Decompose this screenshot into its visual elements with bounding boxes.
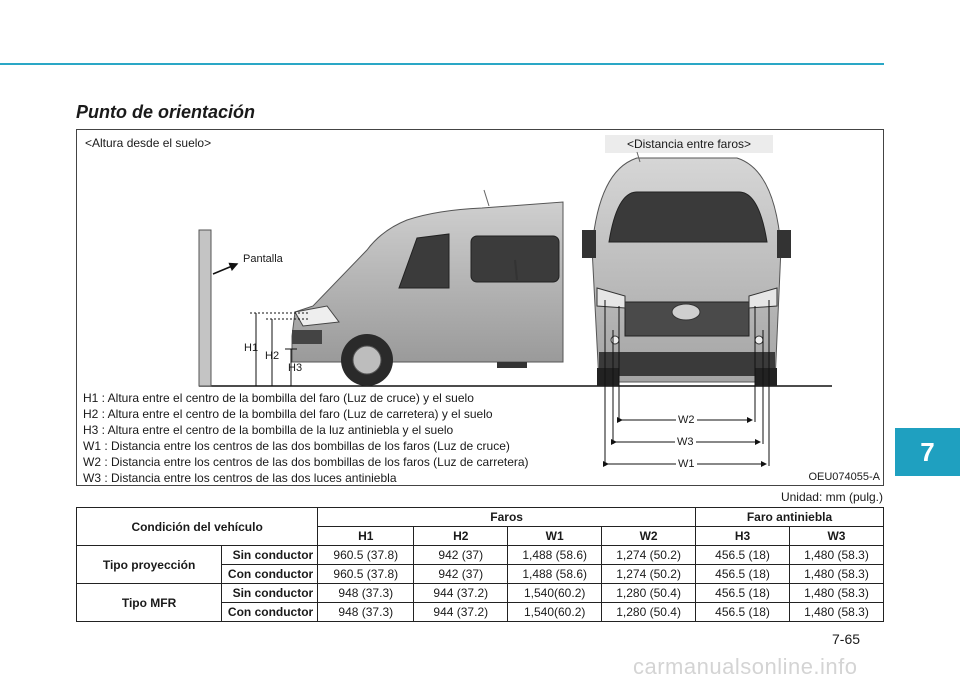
section-title: Punto de orientación [76,102,256,122]
table-row [77,546,884,565]
col-header: W2 [602,527,696,546]
value-cell: 1,540(60.2) [508,584,602,603]
figure-caption-distance: <Distancia entre faros> [605,135,773,153]
header-rule [0,63,884,65]
h2-label: H2 [265,350,280,362]
value-cell: 1,274 (50.2) [602,546,696,565]
h1-label: H1 [244,342,259,354]
legend-item: W3 : Distancia entre los centros de las dos luces antiniebla [83,471,397,485]
w1-label: W1 [678,458,695,470]
legend-item: W2 : Distancia entre los centros de las dos bombillas de los faros (Luz de carretera) [83,455,529,469]
value-cell: 1,540(60.2) [508,603,602,622]
value-cell: 948 (37.3) [318,603,414,622]
header-faros: Faros [318,508,696,527]
col-header: W3 [789,527,883,546]
col-header: H2 [414,527,508,546]
side-view-van [292,190,563,386]
value-cell: 1,480 (58.3) [789,546,883,565]
figure-code: OEU074055-A [808,471,880,483]
col-header: H1 [318,527,414,546]
condition-cell: Tipo MFR [77,584,222,622]
value-cell: 456.5 (18) [696,603,790,622]
value-cell: 944 (37.2) [414,584,508,603]
value-cell: 1,274 (50.2) [602,565,696,584]
condition-cell: Tipo proyección [77,546,222,584]
legend-item: H3 : Altura entre el centro de la bombilla de la luz antiniebla y el suelo [83,423,454,437]
value-cell: 948 (37.3) [318,584,414,603]
value-cell: 942 (37) [414,565,508,584]
figure-legend [83,390,529,486]
w3-label: W3 [677,436,694,448]
value-cell: 1,488 (58.6) [508,565,602,584]
value-cell: 960.5 (37.8) [318,565,414,584]
value-cell: 1,280 (50.4) [602,584,696,603]
h3-label: H3 [288,362,303,374]
driver-cell: Sin conductor [222,546,318,565]
driver-cell: Sin conductor [222,584,318,603]
figure-caption-height: <Altura desde el suelo> [85,136,212,150]
value-cell: 1,480 (58.3) [789,584,883,603]
watermark: carmanualsonline.info [633,654,858,679]
screen-label: Pantalla [243,253,283,265]
driver-cell: Con conductor [222,603,318,622]
w2-label: W2 [678,414,695,426]
page-number: 7-65 [832,631,861,647]
value-cell: 942 (37) [414,546,508,565]
unit-note: Unidad: mm (pulg.) [780,490,883,504]
legend-item: W1 : Distancia entre los centros de las dos bombillas de los faros (Luz de cruce) [83,439,510,453]
table-row [77,584,884,603]
aiming-spec-table [76,507,884,622]
value-cell: 456.5 (18) [696,565,790,584]
value-cell: 1,488 (58.6) [508,546,602,565]
header-condition: Condición del vehículo [77,508,318,546]
value-cell: 1,280 (50.4) [602,603,696,622]
value-cell: 960.5 (37.8) [318,546,414,565]
table-header-row [77,508,884,527]
value-cell: 456.5 (18) [696,584,790,603]
header-antiniebla: Faro antiniebla [696,508,884,527]
chapter-number-badge: 7 [895,428,960,476]
headlight-aiming-figure [76,129,884,486]
driver-cell: Con conductor [222,565,318,584]
legend-item: H2 : Altura entre el centro de la bombilla del faro (Luz de carretera) y el suelo [83,407,493,421]
value-cell: 944 (37.2) [414,603,508,622]
screen-panel [199,230,211,386]
value-cell: 1,480 (58.3) [789,603,883,622]
value-cell: 456.5 (18) [696,546,790,565]
legend-item: H1 : Altura entre el centro de la bombilla del faro (Luz de cruce) y el suelo [83,391,474,405]
col-header: W1 [508,527,602,546]
value-cell: 1,480 (58.3) [789,565,883,584]
col-header: H3 [696,527,790,546]
